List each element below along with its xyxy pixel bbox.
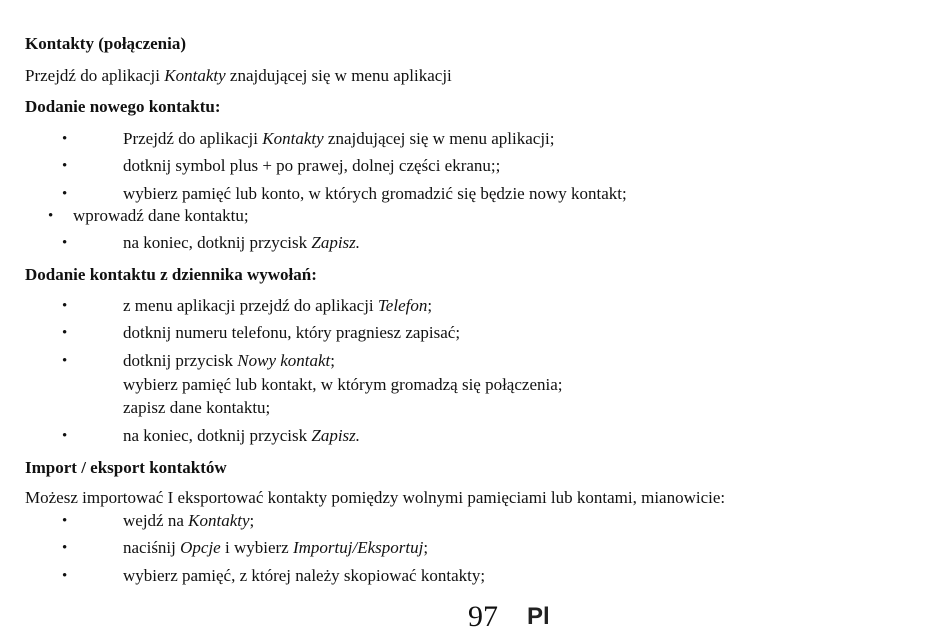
document-title: Kontakty (połączenia) [25,34,187,53]
list-item: wybierz pamięć lub konto, w których gromadzić się będzie nowy kontakt; [123,184,627,203]
list-item-continuation: zapisz dane kontaktu; [123,398,271,417]
list-bullet: • [62,513,68,529]
list-item: wejdź na Kontakty; [123,511,255,530]
list-bullet: • [48,208,54,224]
section-heading-call-log: Dodanie kontaktu z dziennika wywołań: [25,265,317,284]
list-item: Przejdź do aplikacji Kontakty znajdującej się w menu aplikacji; [123,129,555,148]
page-number: 97 [468,600,498,633]
list-bullet: • [62,540,68,556]
intro-paragraph: Przejdź do aplikacji Kontakty znajdującej się w menu aplikacji [25,66,452,85]
list-bullet: • [62,186,68,202]
list-item: dotknij symbol plus + po prawej, dolnej części ekranu;; [123,156,501,175]
list-item: wybierz pamięć, z której należy skopiować kontakty; [123,566,486,585]
list-bullet: • [62,131,68,147]
list-item: na koniec, dotknij przycisk Zapisz. [123,233,361,252]
list-item: dotknij przycisk Nowy kontakt; [123,351,336,370]
list-bullet: • [62,428,68,444]
list-item: dotknij numeru telefonu, który pragniesz zapisać; [123,323,461,342]
list-bullet: • [62,235,68,251]
section-heading-import-export: Import / eksport kontaktów [25,458,227,477]
list-bullet: • [62,353,68,369]
list-bullet: • [62,568,68,584]
list-bullet: • [62,158,68,174]
language-code: Pl [527,603,550,630]
import-export-intro: Możesz importować I eksportować kontakty pomiędzy wolnymi pamięciami lub kontami, mianowicie: [25,488,726,507]
list-bullet: • [62,325,68,341]
list-item: naciśnij Opcje i wybierz Importuj/Eksportuj; [123,538,429,557]
list-item: z menu aplikacji przejdź do aplikacji Telefon; [123,296,433,315]
list-item-continuation: wybierz pamięć lub kontakt, w którym gromadzą się połączenia; [123,375,563,394]
section-heading-new-contact: Dodanie nowego kontaktu: [25,97,221,116]
list-item: wprowadź dane kontaktu; [73,206,249,225]
list-item: na koniec, dotknij przycisk Zapisz. [123,426,361,445]
list-bullet: • [62,298,68,314]
